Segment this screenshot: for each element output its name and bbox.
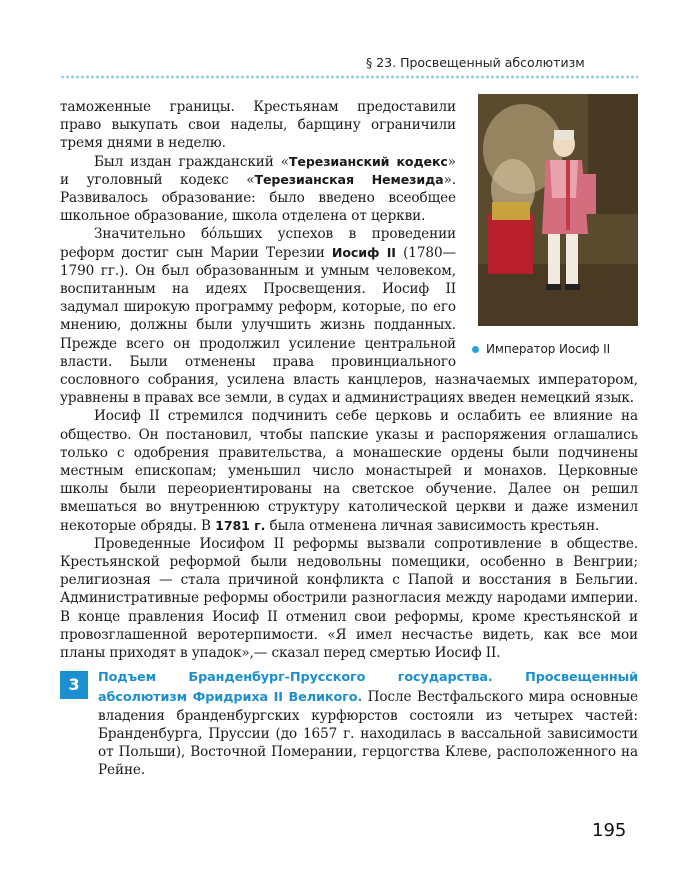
p2-text-a: Был издан гражданский « [94, 153, 289, 170]
chapter-header: § 23. Просвещенный абсолютизм [366, 55, 585, 70]
caption-bullet-icon [472, 346, 479, 353]
section-number-badge: 3 [60, 671, 88, 699]
p4-text-c: была отменена личная зависимость крестьян. [265, 517, 600, 534]
p2-text-d: ». Развивалось образование: было введено всеобщее школьное образование, школа отделена от церкви. [60, 171, 457, 225]
section-title: Подъем Бранденбург-Прусского государства. Просвещенный абсолютизм Фридриха II Великого. [98, 670, 638, 705]
paragraph-4 [60, 407, 638, 534]
emperor-portrait-icon [478, 94, 638, 326]
portrait-image [478, 94, 638, 326]
term-joseph-ii: Иосиф II [331, 244, 396, 260]
page-number: 195 [592, 820, 627, 841]
main-text [60, 98, 638, 780]
p4-text-a: Иосиф II стремился подчинить себе церковь и ослабить ее влияние на общество. Он постановил, чтобы папские указы и распоряжения оглашались только с одобрения правительства, а монашеские ордены были подчинены местным епископам; уменьшил число монастырей и монахов. Церковные школы были переориентированы на светское обучение. Далее он решил вмешаться во внутреннюю структуру католической церкви и даже изменил некоторые обряды. В [60, 408, 638, 534]
caption-text: Император Иосиф II [486, 342, 611, 356]
section-text: После Вестфальского мира основные владения бранденбургских курфюрстов состояли из четырех частей: Бранденбурга, Пруссии (до 1657 г. находилась в вассальной зависимости от Польши), Восточной Померании, герцогства Клеве, расположенного на Рейне. [98, 688, 638, 779]
section-3-paragraph [60, 668, 638, 779]
figure-caption [472, 340, 638, 358]
term-theresian-code: Терезианский кодекс [288, 153, 448, 169]
p3-text-a: Значительно бóльших успехов в проведении реформ достиг сын Марии Терезии [60, 226, 456, 261]
p2-text-c: » и уголовный кодекс « [60, 153, 456, 188]
p3-text-c: (1780—1790 гг.). Он был образованным и умным человеком, воспитанным на идеях Просвещения. Иосиф II задумал широкую программу реформ, которые, по его мнению, должны были улучшить жизнь подданных. Прежде всего он продолжил усиление центральной власти. Были отменены права провинциального сословного собрания, усилена власть канцлеров, назначаемых императором, уравнены в правах все земли, в судах и администрациях введен немецкий язык. [60, 244, 638, 407]
dotted-divider [60, 74, 638, 80]
portrait-figure [468, 94, 638, 364]
term-1781: 1781 г. [215, 517, 266, 533]
term-theresian-nemesis: Терезианская Немезида [254, 171, 444, 187]
paragraph-5: Проведенные Иосифом II реформы вызвали сопротивление в обществе. Крестьянской реформой были недовольны помещики, особенно в Венгрии; религиозная — стала причиной конфликта с Папой и восстания в Бельгии. Административные реформы обострили разногласия между народами империи. В конце правления Иосиф II отменил свои реформы, кроме крестьянской и провозглашенной веротерпимости. «Я имел несчастье видеть, как все мои планы приходят в упадок»,— сказал перед смертью Иосиф II. [60, 535, 638, 662]
paragraph-1: таможенные границы. Крестьянам предоставили право выкупать свои наделы, барщину ограничили тремя днями в неделю. [60, 99, 456, 152]
section-3 [60, 668, 638, 779]
